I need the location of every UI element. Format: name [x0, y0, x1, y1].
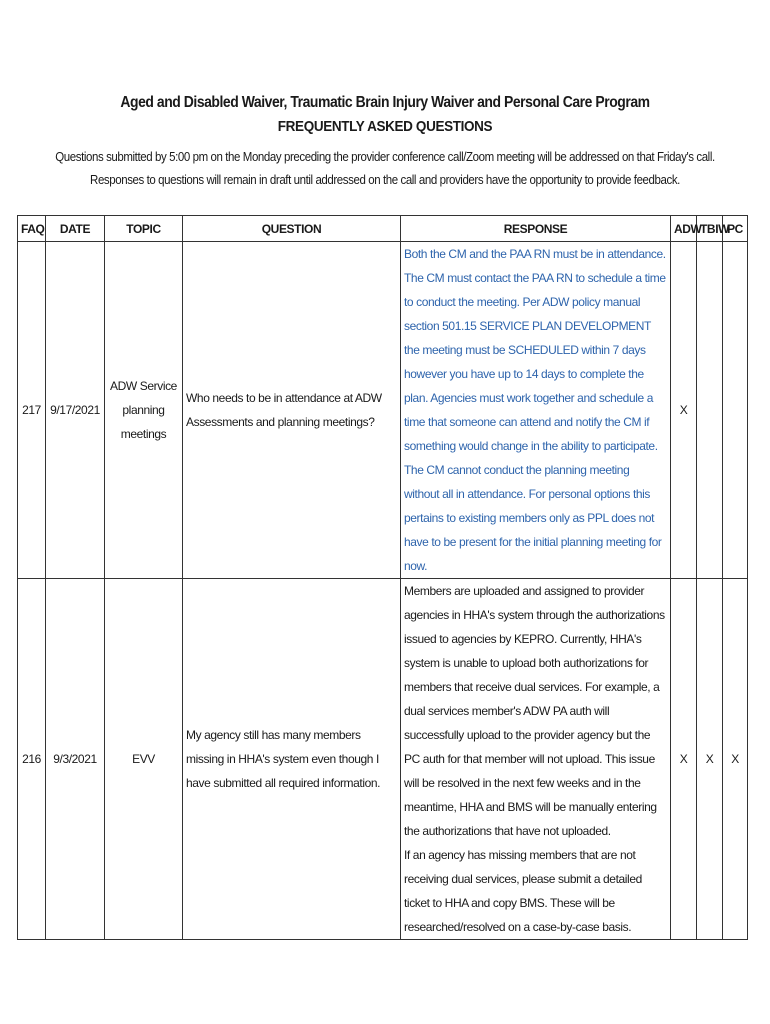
header-adw: ADW — [671, 216, 697, 242]
topic-cell: ADW Service planning meetings — [105, 242, 183, 579]
tbiw-mark-cell: X — [697, 579, 723, 940]
table-row — [18, 579, 748, 940]
date-cell: 9/3/2021 — [46, 579, 105, 940]
response-cell: Both the CM and the PAA RN must be in attendance. The CM must contact the PAA RN to schedule a time to conduct the meeting. Per ADW policy manual section 501.15 SERVICE PLAN DEVELOPMENT the meeting must be SCHEDULED within 7 days however you have up to 14 days to complete the plan. Agencies must work together and schedule a time that someone can attend and notify the CM if something would change in the ability to participate. The CM cannot conduct the planning meeting without all in attendance. For personal options this pertains to existing members only as PPL does not have to be present for the initial planning meeting for now. — [401, 242, 671, 579]
document-header — [0, 92, 770, 138]
header-date: DATE — [46, 216, 105, 242]
question-cell: My agency still has many members missing in HHA's system even though I have submitted all required information. — [183, 579, 401, 940]
header-response: RESPONSE — [401, 216, 671, 242]
response-cell — [401, 579, 671, 940]
header-faq: FAQ — [18, 216, 46, 242]
document-title: Aged and Disabled Waiver, Traumatic Brain Injury Waiver and Personal Care Program — [120, 94, 650, 111]
adw-mark-cell: X — [671, 579, 697, 940]
response-paragraph-1: Members are uploaded and assigned to provider agencies in HHA's system through the authorizations issued to agencies by KEPRO. Currently, HHA's system is unable to upload both authorizations for members that receive dual services. For example, a dual services member's ADW PA auth will successfully upload to the provider agency but the PC auth for that member will not upload. This issue will be resolved in the next few weeks and in the meantime, HHA and BMS will be manually entering the authorizations that have not uploaded. — [404, 584, 665, 838]
pc-mark-cell — [723, 242, 748, 579]
table-row — [18, 242, 748, 579]
pc-mark-cell: X — [723, 579, 748, 940]
header-question: QUESTION — [183, 216, 401, 242]
header-topic: TOPIC — [105, 216, 183, 242]
response-paragraph-2: If an agency has missing members that are not receiving dual services, please submit a detailed ticket to HHA and copy BMS. These will be researched/resolved on a case-by-case basis. — [404, 848, 642, 934]
tbiw-mark-cell — [697, 242, 723, 579]
faq-table — [17, 215, 748, 940]
question-cell: Who needs to be in attendance at ADW Assessments and planning meetings? — [183, 242, 401, 579]
adw-mark-cell: X — [671, 242, 697, 579]
document-subtitle: FREQUENTLY ASKED QUESTIONS — [277, 118, 493, 135]
table-header-row — [18, 216, 748, 242]
topic-cell: EVV — [105, 579, 183, 940]
intro-paragraph: Questions submitted by 5:00 pm on the Monday preceding the provider conference call/Zoom meeting will be addressed on that Friday's call. Responses to questions will remain in draft until addressed on the call and providers have the opportunity to provide feedback. — [55, 150, 715, 187]
header-tbiw: TBIW — [697, 216, 723, 242]
faq-number-cell: 216 — [18, 579, 46, 940]
date-cell: 9/17/2021 — [46, 242, 105, 579]
faq-number-cell: 217 — [18, 242, 46, 579]
header-pc: PC — [723, 216, 748, 242]
